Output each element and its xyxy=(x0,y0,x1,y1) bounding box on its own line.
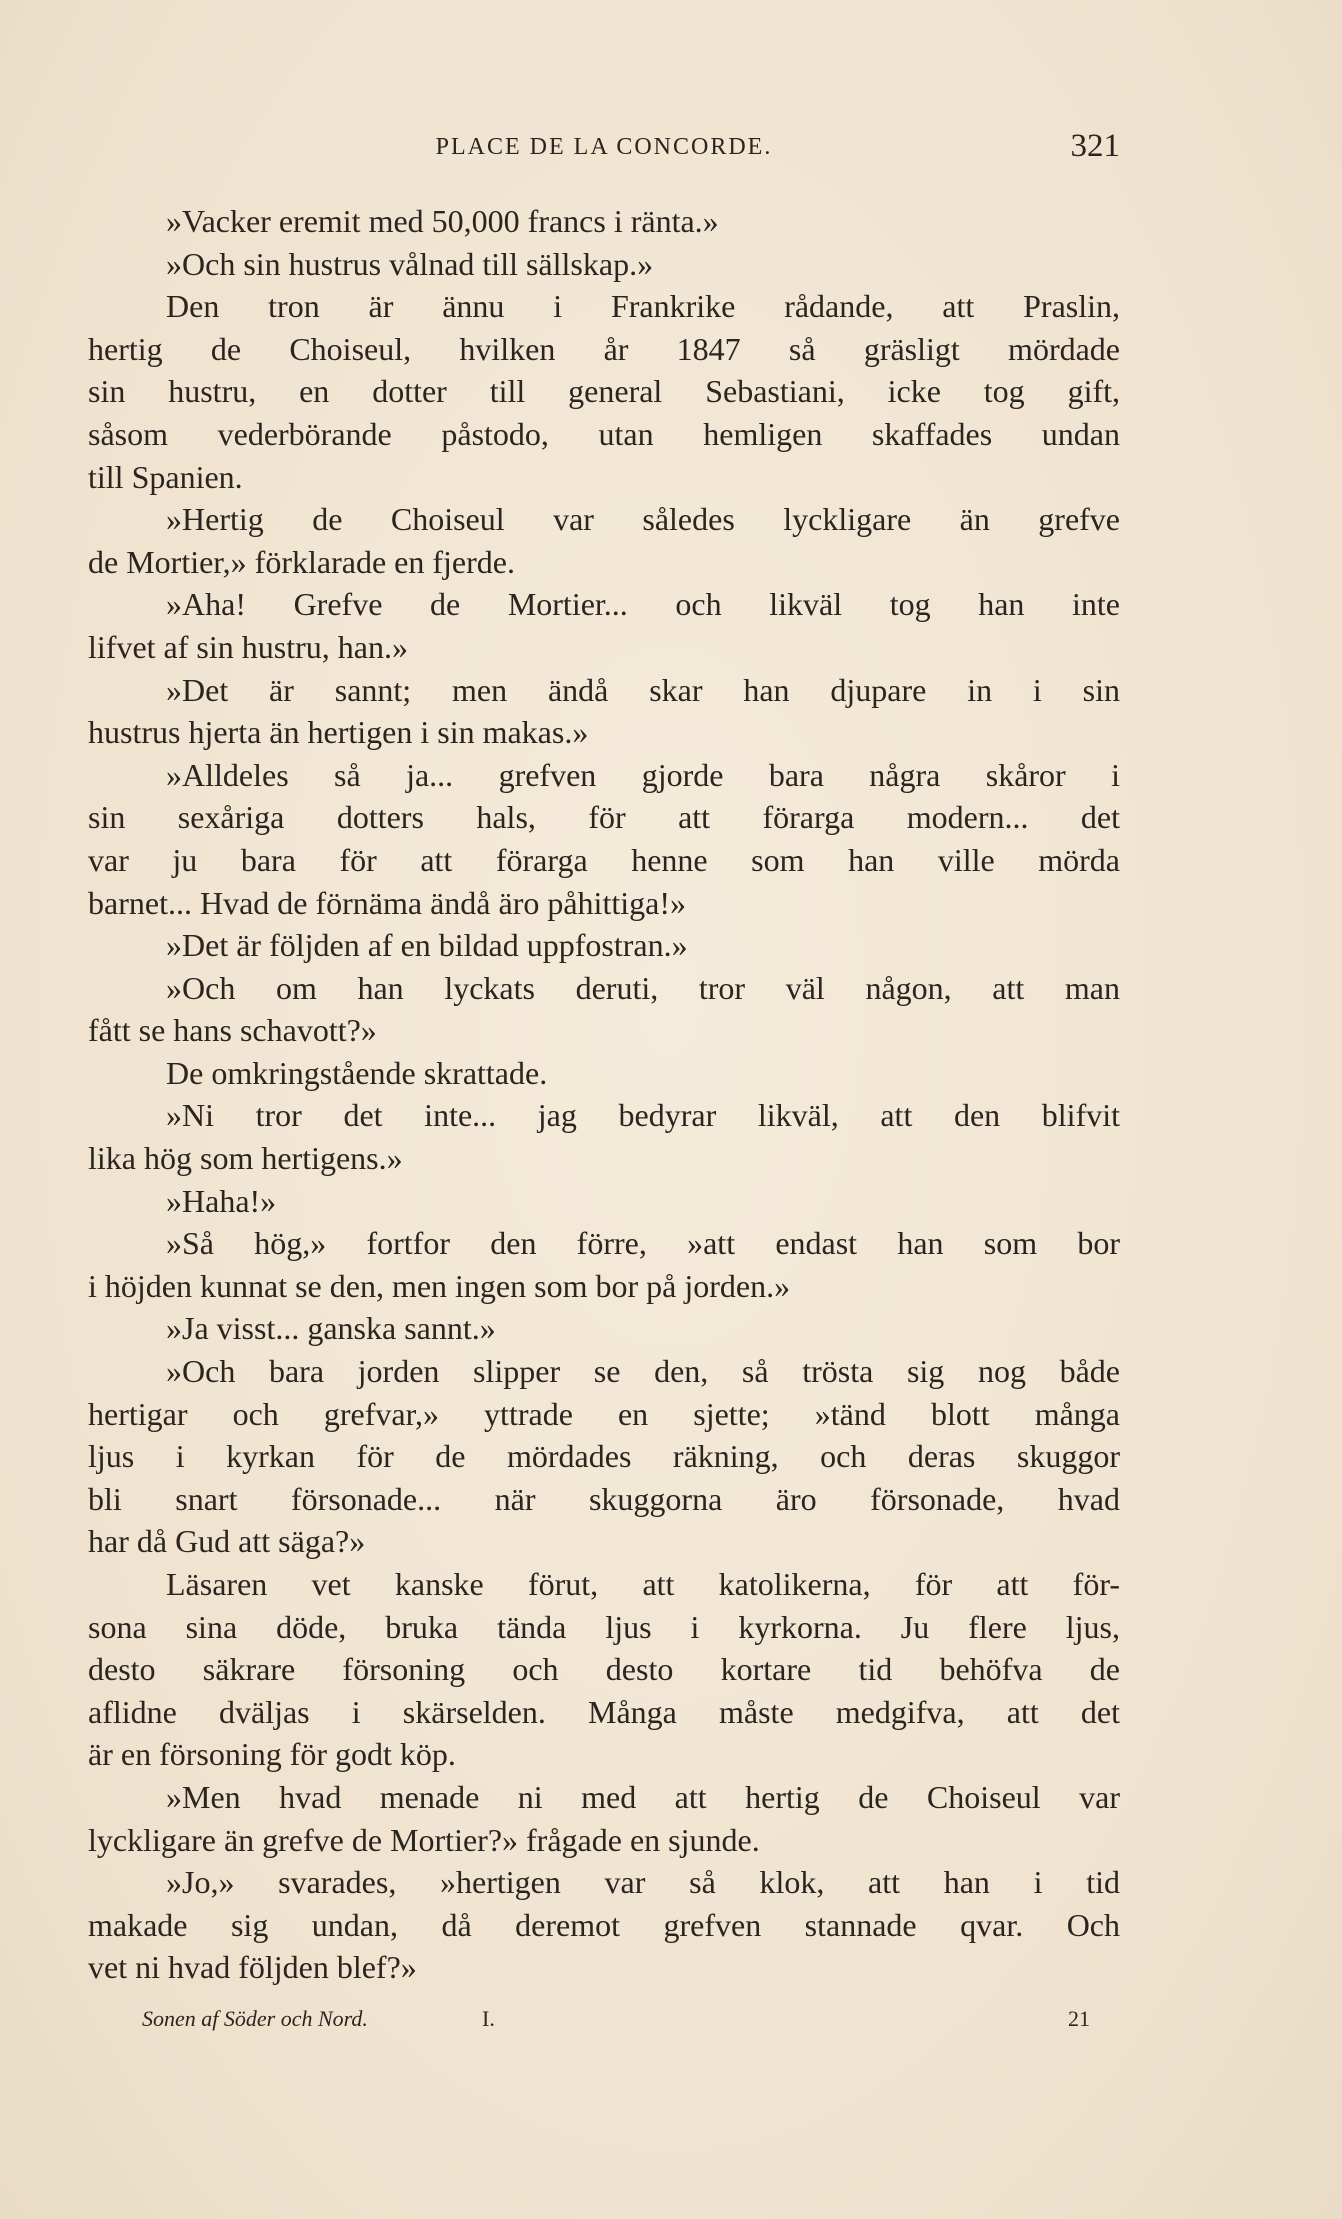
text-line: »Och sin hustrus vålnad till sällskap.» xyxy=(166,245,654,282)
text-line: »Ja visst... ganska sannt.» xyxy=(166,1310,496,1347)
sheet-number: 21 xyxy=(1068,2006,1090,2031)
text-line: de Mortier,» förklarade en fjerde. xyxy=(88,543,515,580)
text-line: Den tron är ännu i Frankrike rådande, att Praslin, xyxy=(166,288,1120,325)
page-footer xyxy=(142,2006,1090,2040)
text-line: »Hertig de Choiseul var således lyckligare än grefve xyxy=(166,501,1120,538)
text-line: »Men hvad menade ni med att hertig de Choiseul var xyxy=(166,1778,1120,1815)
text-line: hustrus hjerta än hertigen i sin makas.» xyxy=(88,714,589,751)
text-line: desto säkrare försoning och desto kortare tid behöfva de xyxy=(88,1651,1120,1688)
text-line: »Alldeles så ja... grefven gjorde bara några skåror i xyxy=(166,756,1120,793)
text-line: ljus i kyrkan för de mördades räkning, och deras skuggor xyxy=(88,1438,1120,1475)
text-line: »Det är följden af en bildad uppfostran.» xyxy=(166,927,688,964)
signature-volume: I. xyxy=(482,2006,495,2031)
text-line: lyckligare än grefve de Mortier?» frågade en sjunde. xyxy=(88,1821,760,1858)
printer-signature: Sonen af Söder och Nord. xyxy=(142,2006,368,2031)
text-line: aflidne dväljas i skärselden. Många måste medgifva, att det xyxy=(88,1693,1120,1730)
text-line: »Vacker eremit med 50,000 francs i ränta.» xyxy=(166,203,719,239)
text-line: såsom vederbörande påstodo, utan hemligen skaffades undan xyxy=(88,415,1120,452)
text-line: sona sina döde, bruka tända ljus i kyrkorna. Ju flere ljus, xyxy=(88,1608,1120,1645)
running-head: PLACE DE LA CONCORDE. xyxy=(435,134,773,160)
text-line: barnet... Hvad de förnäma ändå äro påhittiga!» xyxy=(88,884,686,921)
text-line: hertig de Choiseul, hvilken år 1847 så gräsligt mördade xyxy=(88,330,1120,367)
body-text xyxy=(88,200,1120,1989)
text-line: hertigar och grefvar,» yttrade en sjette; »tänd blott många xyxy=(88,1395,1120,1432)
text-line: »Så hög,» fortfor den förre, »att endast han som bor xyxy=(166,1225,1120,1262)
text-line: lifvet af sin hustru, han.» xyxy=(88,628,408,665)
text-line: sin sexåriga dotters hals, för att förarga modern... det xyxy=(88,799,1120,836)
text-line: var ju bara för att förarga henne som han ville mörda xyxy=(88,841,1120,878)
text-line: Läsaren vet kanske förut, att katolikerna, för att för- xyxy=(166,1566,1120,1602)
text-line: »Haha!» xyxy=(166,1182,277,1219)
page-number: 321 xyxy=(1070,128,1120,164)
text-line: vet ni hvad följden blef?» xyxy=(88,1949,417,1986)
text-line: »Och bara jorden slipper se den, så trösta sig nog både xyxy=(166,1353,1120,1390)
text-line: i höjden kunnat se den, men ingen som bor på jorden.» xyxy=(88,1267,791,1304)
text-line: »Ni tror det inte... jag bedyrar likväl, att den blifvit xyxy=(166,1097,1120,1134)
text-line: till Spanien. xyxy=(88,458,243,495)
page-header xyxy=(88,128,1120,178)
text-line: »Aha! Grefve de Mortier... och likväl tog han inte xyxy=(166,586,1120,623)
text-line: makade sig undan, då deremot grefven stannade qvar. Och xyxy=(88,1906,1120,1943)
text-line: »Jo,» svarades, »hertigen var så klok, att han i tid xyxy=(166,1864,1120,1901)
text-line: är en försoning för godt köp. xyxy=(88,1736,456,1773)
text-line: lika hög som hertigens.» xyxy=(88,1140,403,1177)
text-line: bli snart försonade... när skuggorna äro försonade, hvad xyxy=(88,1480,1120,1517)
text-line: sin hustru, en dotter till general Sebastiani, icke tog gift, xyxy=(88,373,1120,410)
text-line: fått se hans schavott?» xyxy=(88,1012,377,1049)
text-line: har då Gud att säga?» xyxy=(88,1523,366,1560)
text-line: »Det är sannt; men ändå skar han djupare in i sin xyxy=(166,671,1120,708)
text-line: De omkringstående skrattade. xyxy=(166,1054,548,1091)
text-line: »Och om han lyckats deruti, tror väl någon, att man xyxy=(166,969,1120,1006)
